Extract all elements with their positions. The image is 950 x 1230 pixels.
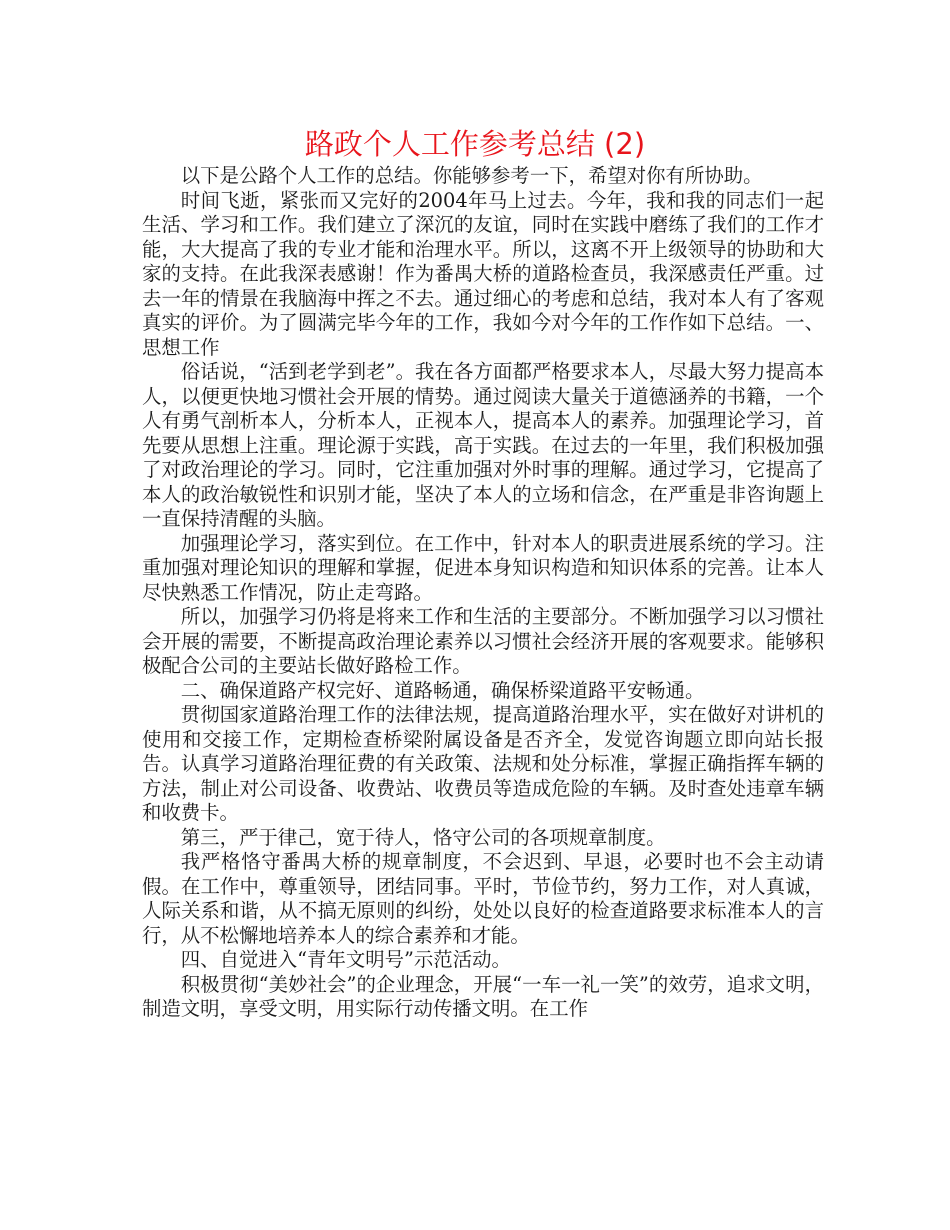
paragraph-11: 积极贯彻“美妙社会”的企业理念，开展“一车一礼一笑”的效劳，追求文明，制造文明，享受文明，用实际行动传播文明。在工作 [142,972,824,1020]
paragraph-9: 我严格恪守番禺大桥的规章制度，不会迟到、早退，必要时也不会主动请假。在工作中，尊重领导，团结同事。平时，节俭节约，努力工作，对人真诚，人际关系和谐，从不搞无原则的纠纷，处处以良好的检查道路要求标准本人的言行，从不松懈地培养本人的综合素养和才能。 [142,850,824,947]
paragraph-10: 四、自觉进入“青年文明号”示范活动。 [180,948,511,971]
paragraph-1: 以下是公路个人工作的总结。你能够参考一下，希望对你有所协助。 [180,164,763,187]
paragraph-2: 时间飞逝，紧张而又完好的2004年马上过去。今年，我和我的同志们一起生活、学习和工作。我们建立了深沉的友谊，同时在实践中磨练了我们的工作才能，大大提高了我的专业才能和治理水平。所以，这离不开上级领导的协助和大家的支持。在此我深表感谢！作为番禺大桥的道路检查员，我深感责任严重。过去一年的情景在我脑海中挥之不去。通过细心的考虑和总结，我对本人有了客观真实的评价。为了圆满完毕今年的工作，我如今对今年的工作作如下总结。一、思想工作 [142,188,824,359]
paragraph-3: 俗话说，“活到老学到老”。我在各方面都严格要求本人，尽最大努力提高本人，以便更快地习惯社会开展的情势。通过阅读大量关于道德涵养的书籍，一个人有勇气剖析本人，分析本人，正视本人，提高本人的素养。加强理论学习，首先要从思想上注重。理论源于实践，高于实践。在过去的一年里，我们积极加强了对政治理论的学习。同时，它注重加强对外时事的理解。通过学习，它提高了本人的政治敏锐性和识别才能，坚决了本人的立场和信念，在严重是非咨询题上一直保持清醒的头脑。 [142,360,824,530]
paragraph-7: 贯彻国家道路治理工作的法律法规，提高道路治理水平，实在做好对讲机的使用和交接工作，定期检查桥梁附属设备是否齐全，发觉咨询题立即向站长报告。认真学习道路治理征费的有关政策、法规和处分标准，掌握正确指挥车辆的方法，制止对公司设备、收费站、收费员等造成危险的车辆。及时查处违章车辆和收费卡。 [142,703,824,824]
paragraph-5: 所以，加强学习仍将是将来工作和生活的主要部分。不断加强学习以习惯社会开展的需要，不断提高政治理论素养以习惯社会经济开展的客观要求。能够积极配合公司的主要站长做好路检工作。 [142,605,824,677]
paragraph-4: 加强理论学习，落实到位。在工作中，针对本人的职责进展系统的学习。注重加强对理论知识的理解和掌握，促进本身知识构造和知识体系的完善。让本人尽快熟悉工作情况，防止走弯路。 [142,531,824,604]
document-title: 路政个人工作参考总结 (2) [304,127,646,161]
document-body [142,164,824,1022]
paragraph-8: 第三，严于律己，宽于待人，恪守公司的各项规章制度。 [180,825,666,849]
paragraph-6: 二、确保道路产权完好、道路畅通，确保桥梁道路平安畅通。 [180,678,705,702]
